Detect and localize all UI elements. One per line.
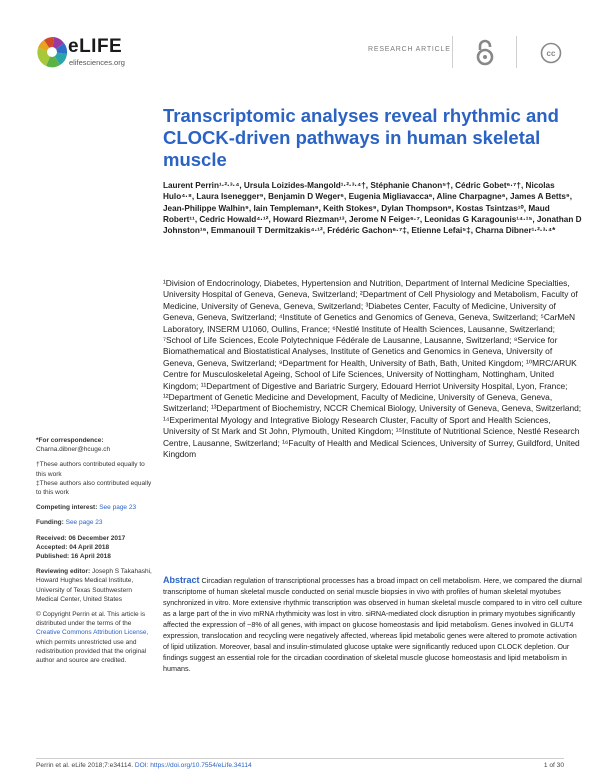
reviewing-editor-label: Reviewing editor: [36,568,91,576]
equal-contribution-note-2: ‡These authors also contributed equally to this work [36,479,152,497]
equal-contribution-note: †These authors contributed equally to this work [36,461,145,478]
article-title: Transcriptomic analyses reveal rhythmic and CLOCK-driven pathways in human skeletal muscle [163,105,559,170]
abstract [163,575,583,674]
header-divider [516,36,517,68]
header-divider [452,36,453,68]
footer-citation [36,762,252,769]
funding [36,518,154,527]
copyright-notice [36,610,154,665]
affiliations: ¹Division of Endocrinology, Diabetes, Hypertension and Nutrition, Department of Internal Medicine Specialties, University Hospital of Geneva, Geneva, Switzerland; ²Department of Cell Physiology and Metabolism, Faculty of Medicine, University of Geneva, Geneva, Switzerland; ³Diabetes Center, Faculty of Medicine, University of Geneva, Geneva, Switzerland; ⁴Institute of Genetics and Genomics of Geneva, Geneva, Switzerland; ⁵CarMeN Laboratory, INSERM U1060, Oullins, France; ⁶Nestlé Institute of Health Sciences, Lausanne, Switzerland; ⁷School of Life Sciences, Ecole Polytechnique Fédérale de Lausanne, Lausanne, Switzerland; ⁸Service for Biomathematical and Biostatistical Analyses, Institute of Genetics and Genomics in Geneva, University of Geneva, Geneva, Switzerland; ⁹Department for Health, University of Bath, Bath, United Kingdom; ¹⁰MRC/ARUK Centre for Musculoskeletal Ageing, School of Life Sciences, University of Nottingham, Nottingham, United Kingdom; ¹¹Department of Digestive and Bariatric Surgery, Edouard Herriot University Hospital, Lyon, France; ¹²Department of Genetic Medicine and Development, Faculty of Medicine, University of Geneva, Geneva, Switzerland; ¹³Department of Biochemistry, NCCR Chemical Biology, University of Geneva, Geneva, Switzerland; ¹⁴Experimental Myology and Integrative Biology Research Cluster, Faculty of Sport and Health Sciences, University of St Mark and St John, Plymouth, United Kingdom; ¹⁵Institute of Nutritional Science, Nestlé Research Centre, Lausanne, Switzerland; ¹⁶Faculty of Health and Medical Sciences, University of Surrey, Guildford, United Kingdom [163,278,582,460]
svg-text:cc: cc [546,49,556,59]
doi-link[interactable]: DOI: https://doi.org/10.7554/eLife.34114 [134,762,252,769]
reviewing-editor-name: Joseph S Takahashi, Howard Hughes Medical Institute, University of Texas Southwestern Medical Center, United States [36,568,152,603]
footer-divider [36,758,564,759]
published-date: Published: 16 April 2018 [36,553,111,561]
received-date: Received: 06 December 2017 [36,534,126,542]
open-access-icon[interactable] [474,38,496,66]
competing-interest [36,503,154,512]
copyright-text: © Copyright Perrin et al. This article is distributed under the terms of the [36,611,146,628]
elife-url[interactable]: elifesciences.org [69,58,125,67]
creative-commons-icon[interactable] [540,42,562,64]
competing-interest-label: Competing interest: [36,504,98,512]
correspondence-email[interactable]: Charna.dibner@hcuge.ch [36,446,111,454]
page-number: 1 of 30 [543,762,564,769]
abstract-heading: Abstract [163,575,200,585]
reviewing-editor [36,567,154,604]
article-type-label: RESEARCH ARTICLE [368,46,451,53]
copyright-text-end: which permits unrestricted use and redistribution provided that the original author and source are credited. [36,638,147,665]
accepted-date: Accepted: 04 April 2018 [36,543,110,551]
elife-wordmark: eLIFE [68,36,123,57]
funding-link[interactable]: See page 23 [65,519,103,527]
competing-interest-link[interactable]: See page 23 [99,504,137,512]
funding-label: Funding: [36,519,64,527]
license-link[interactable]: Creative Commons Attribution License, [36,629,149,637]
citation-text: Perrin et al. eLife 2018;7:e34114. [36,762,134,769]
article-info-sidebar [36,436,154,665]
author-list: Laurent Perrin¹·²·³·⁴, Ursula Loizides-Mangold¹·²·³·⁴†, Stéphanie Chanon⁵†, Cédric Gobet⁶·⁷†, Nicolas Hulo⁴·⁸, Laura Isenegger⁹, Benjamin D Weger⁶, Eugenia Migliavacca⁶, Aline Charpagne⁶, James A Betts⁹, Jean-Philippe Walhin⁹, Iain Templeman⁹, Keith Stokes⁹, Dylan Thompson⁹, Kostas Tsintzas¹⁰, Maud Robert¹¹, Cedric Howald⁴·¹², Howard Riezman¹³, Jerome N Feige⁶·⁷, Leonidas G Karagounis¹⁴·¹⁵, Jonathan D Johnston¹⁶, Emmanouil T Dermitzakis⁴·¹², Frédéric Gachon⁶·⁷‡, Etienne Lefai⁵‡, Charna Dibner¹·²·³·⁴* [163,181,582,236]
abstract-text: Circadian regulation of transcriptional processes has a broad impact on cell metabolism. Here, we compared the diurnal transcriptome of human skeletal muscle conducted on serial muscle biopsies in vivo with profiles of human skeletal myotubes synchronized in vitro. More extensive rhythmic transcription was observed in human skeletal muscle compared to in vitro cell culture as a large part of the in vivo mRNA rhythmicity was lost in vitro. siRNA-mediated clock disruption in primary myotubes significantly affected the expression of ~8% of all genes, with impact on glucose homeostasis and lipid metabolism. Genes involved in GLUT4 expression, translocation and recycling were negatively affected, whereas lipid metabolic genes were altered to promote activation of lipid utilization. Moreover, basal and insulin-stimulated glucose uptake were significantly reduced upon CLOCK depletion. Our findings suggest an essential role for the circadian coordination of skeletal muscle glucose homeostasis and lipid metabolism in humans. [163,576,583,673]
correspondence-label: *For correspondence: [36,437,104,444]
